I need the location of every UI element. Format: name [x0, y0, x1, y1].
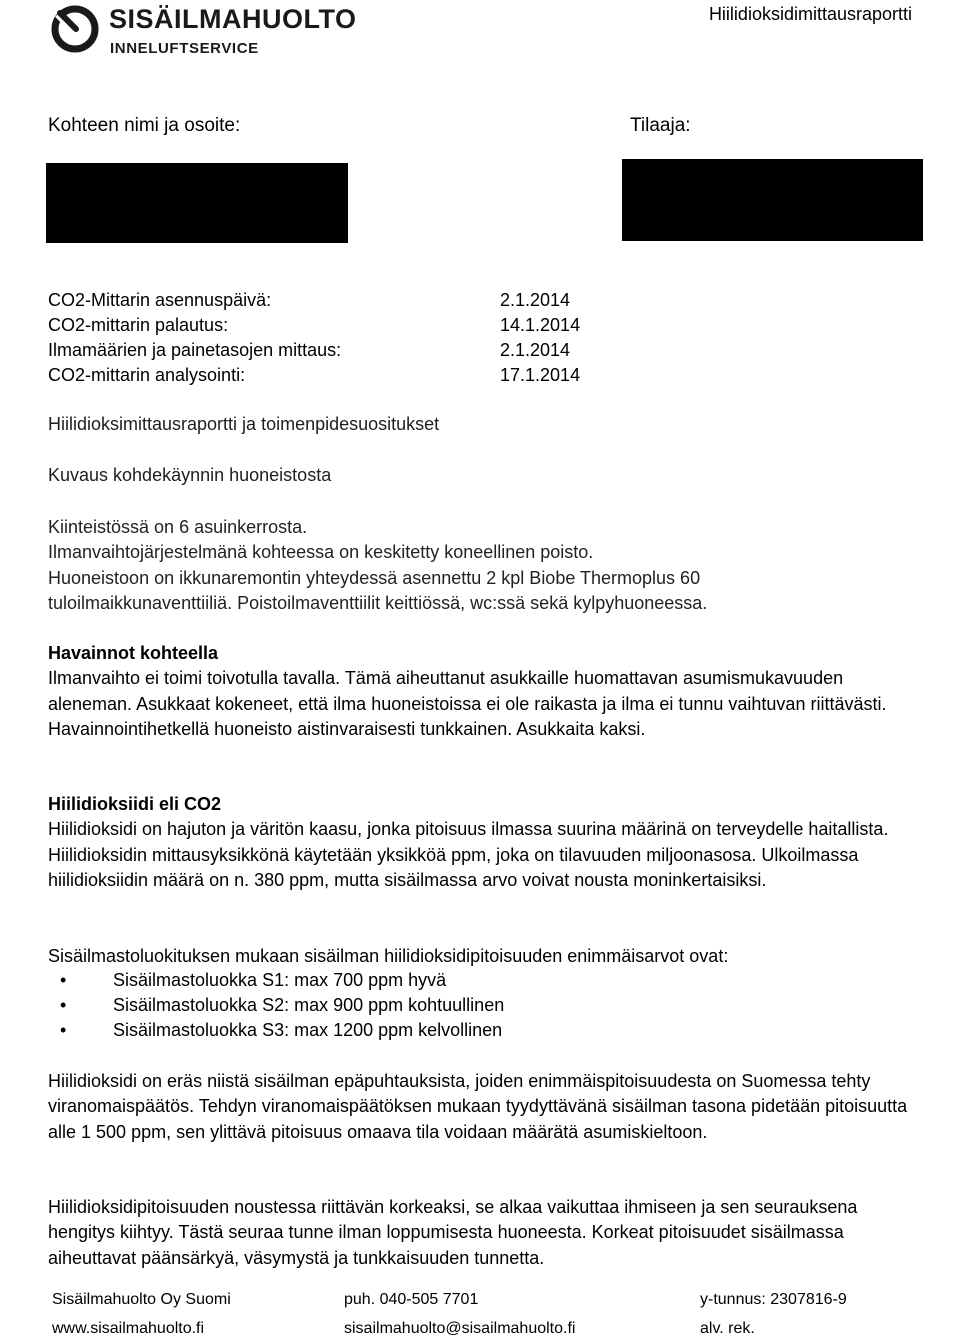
bullet-icon: • — [60, 970, 67, 990]
description-heading: Kuvaus kohdekäynnin huoneistosta — [48, 465, 332, 485]
footer-vat: alv. rek. — [700, 1320, 755, 1337]
list-item-text: Sisäilmastoluokka S2: max 900 ppm kohtuullinen — [113, 995, 505, 1015]
power-ring-icon — [48, 2, 102, 56]
date-value: 2.1.2014 — [500, 340, 571, 360]
co2-section — [48, 792, 918, 894]
date-row — [48, 288, 571, 313]
date-label: Ilmamäärien ja painetasojen mittaus: — [48, 340, 342, 360]
footer-business-id: y-tunnus: 2307816-9 — [700, 1291, 847, 1308]
classification-intro: Sisäilmastoluokituksen mukaan sisäilman hiilidioksidipitoisuuden enimmäisarvot ovat: — [48, 946, 729, 966]
date-row — [48, 338, 571, 363]
observations-section — [48, 641, 918, 743]
description-line: Ilmanvaihtojärjestelmänä kohteessa on keskitetty koneellinen poisto. — [48, 542, 594, 563]
date-label: CO2-Mittarin asennuspäivä: — [48, 290, 272, 310]
section-title: Hiilidioksimittausraportti ja toimenpidesuositukset — [48, 414, 440, 434]
bullet-icon: • — [60, 995, 67, 1015]
company-logo — [48, 2, 368, 60]
footer-phone: puh. 040-505 7701 — [344, 1291, 479, 1308]
description-line: tuloilmaikkunaventtiiliä. Poistoilmaventtiilit keittiössä, wc:ssä sekä kylpyhuoneessa. — [48, 593, 708, 614]
site-label: Kohteen nimi ja osoite: — [48, 115, 241, 136]
date-row — [48, 313, 581, 338]
list-item-text: Sisäilmastoluokka S3: max 1200 ppm kelvollinen — [113, 1020, 503, 1040]
date-value: 14.1.2014 — [500, 315, 581, 335]
observations-heading: Havainnot kohteella — [48, 643, 219, 663]
list-item-text: Sisäilmastoluokka S1: max 700 ppm hyvä — [113, 970, 447, 990]
footer-website-link[interactable]: www.sisailmahuolto.fi — [52, 1320, 205, 1337]
redacted-site-box — [46, 163, 348, 243]
co2-heading: Hiilidioksiidi eli CO2 — [48, 794, 222, 814]
date-label: CO2-mittarin palautus: — [48, 315, 229, 335]
impurity-paragraph: Hiilidioksidi on eräs niistä sisäilman epäpuhtauksista, joiden enimmäispitoisuudesta on Suomessa tehty viranomaispäätös. Tehdyn viranomaispäätöksen mukaan tyydyttävänä sisäilman tasona pidetään pitoisuutta alle 1 500 ppm, sen ylittävä pitoisuus omaava tila voidaan määrätä asumiskieltoon. — [48, 1071, 908, 1142]
date-label: CO2-mittarin analysointi: — [48, 365, 246, 385]
observations-text: Ilmanvaihto ei toimi toivotulla tavalla. Tämä aiheuttanut asukkaille huomattavan asumismukavuuden aleneman. Asukkaat kokeneet, että ilma huoneistoissa ei ole raikasta ja ilma ei tunnu vaihtuvan riittävästi. Havainnointihetkellä huoneisto aistinvaraisesti tunkkainen. Asukkaita kaksi. — [48, 668, 887, 740]
logo-subtitle: INNELUFTSERVICE — [110, 40, 259, 57]
bullet-icon: • — [60, 1020, 67, 1040]
description-line: Huoneistoon on ikkunaremontin yhteydessä asennettu 2 kpl Biobe Thermoplus 60 — [48, 567, 701, 588]
date-row — [48, 363, 581, 388]
effects-paragraph: Hiilidioksidipitoisuuden noustessa riittävän korkeaksi, se alkaa vaikuttaa ihmiseen ja sen seurauksena hengitys kiihtyy. Tästä seuraa tunne ilman loppumisesta huoneesta. Korkeat pitoisuudet sisäilmassa aiheuttavat päänsärkyä, väsymystä ja tunkkaisuuden tunnetta. — [48, 1197, 858, 1268]
footer-email-link[interactable]: sisailmahuolto@sisailmahuolto.fi — [344, 1320, 576, 1337]
client-label: Tilaaja: — [630, 115, 691, 136]
date-value: 17.1.2014 — [500, 365, 581, 385]
redacted-client-box — [622, 159, 923, 241]
date-value: 2.1.2014 — [500, 290, 571, 310]
description-block — [48, 515, 918, 617]
co2-text: Hiilidioksidi on hajuton ja väritön kaasu, jonka pitoisuus ilmassa suurina määrinä on terveydelle haitallista. Hiilidioksidin mittausyksikkönä käytetään yksikköä ppm, joka on tilavuuden miljoonasosa. Ulkoilmassa hiilidioksiidin määrä on n. 380 ppm, mutta sisäilmassa arvo voivat nousta moninkertaisiksi. — [48, 819, 889, 891]
document-title: Hiilidioksidimittausraportti — [708, 4, 912, 24]
logo-wordmark: SISÄILMAHUOLTO — [109, 4, 357, 34]
description-line: Kiinteistössä on 6 asuinkerrosta. — [48, 517, 308, 537]
footer-company: Sisäilmahuolto Oy Suomi — [52, 1291, 231, 1308]
